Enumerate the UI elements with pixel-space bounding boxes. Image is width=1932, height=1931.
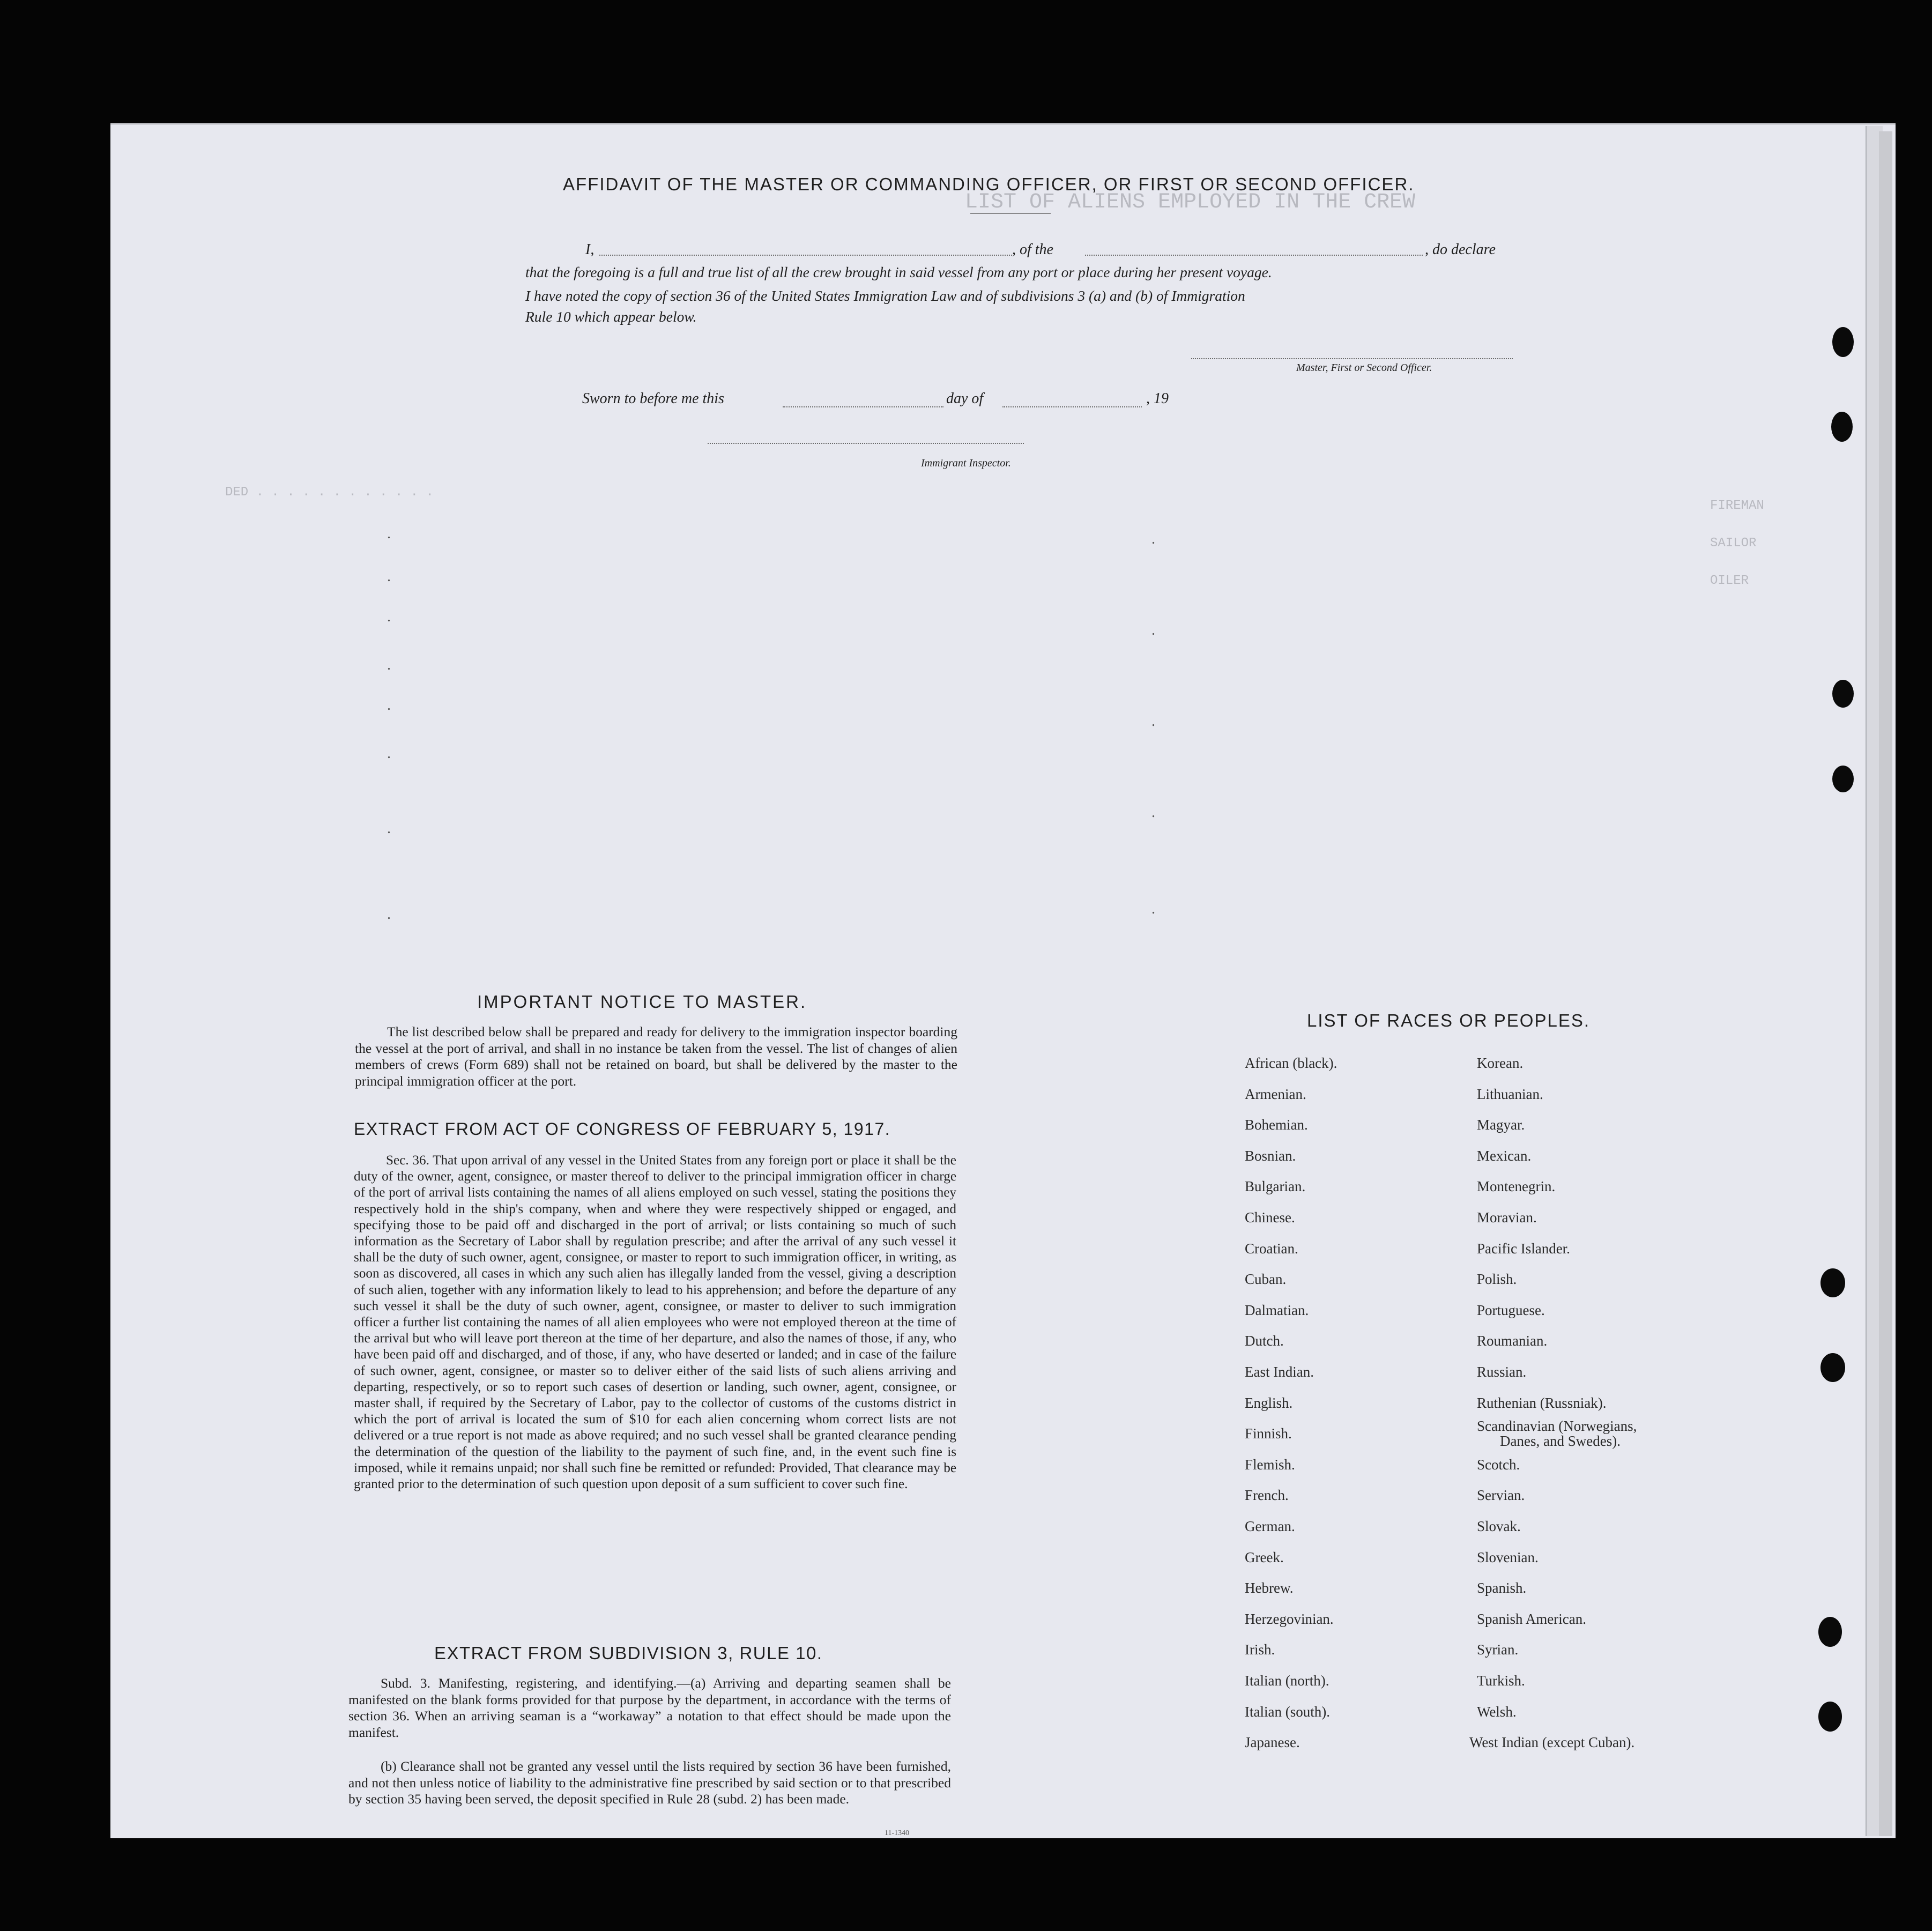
race-right-item: Polish. [1477, 1271, 1517, 1288]
race-right-item: Pacific Islander. [1477, 1240, 1570, 1257]
form-number: 11-1340 [885, 1829, 910, 1837]
race-right-item: Slovak. [1477, 1518, 1521, 1534]
bleed-through-text: LIST OF ALIENS EMPLOYED IN THE CREW [965, 190, 1416, 214]
race-right-item: Lithuanian. [1477, 1086, 1543, 1102]
page-edge-shadow [1879, 131, 1892, 1836]
race-scandinavian-cont: Danes, and Swedes). [1500, 1433, 1621, 1449]
race-left-item: Chinese. [1245, 1209, 1295, 1226]
bleed-dot: . [1151, 804, 1155, 821]
race-left-item: Dalmatian. [1245, 1302, 1309, 1318]
race-left-item: Irish. [1245, 1642, 1275, 1658]
race-right-item: Servian. [1477, 1487, 1525, 1504]
race-right-item: Spanish American. [1477, 1610, 1586, 1627]
bleed-dot: . [1151, 901, 1155, 917]
affidavit-line-2: I have noted the copy of section 36 of the United States Immigration Law and of subdivisions 3 (a) and (b) of Immigration [525, 287, 1245, 304]
punch-hole [1818, 1702, 1842, 1732]
race-right-item: Scandinavian (Norwegians, [1477, 1418, 1637, 1435]
extract-rule-heading: EXTRACT FROM SUBDIVISION 3, RULE 10. [434, 1643, 823, 1663]
race-left-item: Herzegovinian. [1245, 1610, 1334, 1627]
bleed-dot: . [387, 697, 391, 714]
race-right-item: Moravian. [1477, 1209, 1537, 1226]
race-left-item: Italian (south). [1245, 1703, 1330, 1720]
bleed-dot: . [387, 525, 391, 542]
race-right-item: Ruthenian (Russniak). [1477, 1394, 1607, 1411]
race-right-item: Welsh. [1477, 1703, 1517, 1720]
name-field[interactable] [599, 255, 1012, 256]
extract-rule-text-a: Subd. 3. Manifesting, registering, and identifying.—(a) Arriving and departing seamen shall be manifested on the blank forms provided for that purpose by the department, in accordance with the terms of section 36. When an arriving seaman is a “workaway” a notation to that effect should be made upon the manifest. [348, 1675, 951, 1740]
notice-heading: IMPORTANT NOTICE TO MASTER. [477, 992, 807, 1012]
race-right-item: Syrian. [1477, 1642, 1519, 1658]
race-right-item: Spanish. [1477, 1580, 1527, 1596]
race-left-item: Dutch. [1245, 1333, 1284, 1349]
inspector-signature-field[interactable] [708, 443, 1024, 444]
race-left-item: Bosnian. [1245, 1147, 1296, 1164]
bleed-dot: . [387, 657, 391, 673]
notice-text: The list described below shall be prepared and ready for delivery to the immigration inspector boarding the vessel at the port of arrival, and shall in no instance be taken from the vessel. The list of changes of alien members of crews (Form 689) shall not be retained on board, but shall be delivered by the master to the principal immigration officer at the port. [355, 1024, 957, 1089]
extract-rule-text-b: (b) Clearance shall not be granted any vessel until the lists required by section 36 have been furnished, and not then unless notice of liability to the administrative fine prescribed by said section or to that prescribed by section 35 having been served, the deposit specified in Rule 28 (subd. 2) has been made. [348, 1758, 951, 1807]
race-left-item: Hebrew. [1245, 1580, 1294, 1596]
signature-caption: Master, First or Second Officer. [1296, 362, 1432, 374]
race-right-item: West Indian (except Cuban). [1469, 1734, 1635, 1751]
year-label: , 19 [1146, 390, 1169, 407]
extract-act-text: Sec. 36. That upon arrival of any vessel in the United States from any foreign port or place it shall be the duty of the owner, agent, consignee, or master thereof to deliver to the principal immigration officer in charge of the port of arrival lists containing the names of all aliens employed on such vessel, stating the positions they respectively hold in the ship's company, when and where they were respectively shipped or engaged, and specifying those to be paid off and discharged in the port of arrival; or lists containing so much of such information as the Secretary of Labor shall by regulation prescribe; and after the arrival of any such vessel it shall be the duty of such owner, agent, consignee, or master to report to such immigration officer, in writing, as soon as discovered, all cases in which any such alien has illegally landed from the vessel, giving a description of such alien, together with any information likely to lead to his apprehension; and before the departure of any such vessel it shall be the duty of such owner, agent, consignee, or master to deliver to such immigration officer a further list containing the names of all alien employees who were not employed thereon at the time of the arrival but who will leave port thereon at the time of her departure, and also the names of those, if any, who have been paid off and discharged, and of those, if any, who have deserted or landed; and in case of the failure of such owner, agent, consignee, or master so to deliver either of the said lists of such aliens arriving and departing, respectively, or so to report such cases of desertion or landing, such owner, agent, consignee, or master shall, if required by the Secretary of Labor, pay to the collector of customs of the customs district in which the port of arrival is located the sum of $10 for each alien concerning whom correct lists are not delivered or a true report is not made as above required; and no such vessel shall be granted clearance pending the determination of the question of the liability to the payment of such fine, and, in the event such fine is imposed, while it remains unpaid; nor shall such fine be remitted or refunded: Provided, That clearance may be granted prior to the determination of such question upon deposit of a sum sufficient to cover such fine. [354, 1153, 956, 1492]
sworn-day-field[interactable] [783, 406, 943, 407]
punch-hole [1818, 1617, 1842, 1647]
bleed-through-text: SAILOR [1710, 536, 1757, 551]
races-heading: LIST OF RACES OR PEOPLES. [1307, 1011, 1591, 1030]
sworn-month-field[interactable] [1002, 406, 1142, 407]
of-the-label: , of the [1012, 241, 1053, 258]
title-underline [970, 213, 1051, 214]
race-left-item: Finnish. [1245, 1425, 1292, 1442]
race-right-item: Slovenian. [1477, 1549, 1539, 1565]
race-left-item: Bohemian. [1245, 1117, 1308, 1133]
bleed-dot: . [1151, 713, 1155, 730]
punch-hole [1832, 766, 1854, 792]
race-left-item: Bulgarian. [1245, 1178, 1306, 1195]
punch-hole [1832, 327, 1854, 357]
do-declare-label: , do declare [1425, 241, 1496, 258]
bleed-through-text: DED . . . . . . . . . . . . [225, 485, 434, 500]
day-of-label: day of [946, 390, 984, 407]
sworn-label: Sworn to before me this [582, 390, 724, 407]
document-page [110, 123, 1896, 1838]
race-right-item: Russian. [1477, 1364, 1527, 1380]
bleed-dot: . [387, 608, 391, 625]
race-left-item: Croatian. [1245, 1240, 1298, 1257]
race-right-item: Montenegrin. [1477, 1178, 1556, 1195]
race-left-item: Cuban. [1245, 1271, 1287, 1288]
race-left-item: Italian (north). [1245, 1673, 1329, 1689]
i-label: I, [585, 241, 595, 258]
signature-field[interactable] [1191, 358, 1513, 359]
bleed-dot: . [387, 745, 391, 762]
punch-hole [1831, 412, 1853, 442]
race-left-item: German. [1245, 1518, 1295, 1534]
race-left-item: Greek. [1245, 1549, 1284, 1565]
race-right-item: Turkish. [1477, 1673, 1525, 1689]
bleed-through-text: FIREMAN [1710, 499, 1764, 513]
punch-hole [1820, 1353, 1845, 1382]
race-left-item: African (black). [1245, 1055, 1337, 1071]
vessel-field[interactable] [1085, 255, 1423, 256]
bleed-dot: . [1151, 531, 1155, 547]
race-left-item: Flemish. [1245, 1456, 1295, 1473]
race-left-item: East Indian. [1245, 1364, 1314, 1380]
bleed-dot: . [387, 820, 391, 837]
race-left-item: Armenian. [1245, 1086, 1306, 1102]
race-left-item: French. [1245, 1487, 1289, 1504]
race-right-item: Korean. [1477, 1055, 1524, 1071]
race-right-item: Roumanian. [1477, 1333, 1548, 1349]
affidavit-line-3: Rule 10 which appear below. [525, 308, 697, 325]
race-right-item: Portuguese. [1477, 1302, 1545, 1318]
race-left-item: English. [1245, 1394, 1293, 1411]
punch-hole [1832, 680, 1854, 708]
bleed-dot: . [387, 906, 391, 923]
bleed-dot: . [387, 568, 391, 585]
affidavit-title: AFFIDAVIT OF THE MASTER OR COMMANDING OFFICER, OR FIRST OR SECOND OFFICER. [563, 174, 1415, 194]
extract-act-heading: EXTRACT FROM ACT OF CONGRESS OF FEBRUARY 5, 1917. [354, 1119, 891, 1139]
bleed-through-text: OILER [1710, 574, 1749, 588]
punch-hole [1820, 1268, 1845, 1297]
race-right-item: Magyar. [1477, 1117, 1525, 1133]
race-left-item: Japanese. [1245, 1734, 1300, 1751]
race-right-item: Scotch. [1477, 1456, 1520, 1473]
affidavit-line-1: that the foregoing is a full and true list of all the crew brought in said vessel from any port or place during her present voyage. [525, 264, 1272, 280]
race-right-item: Mexican. [1477, 1147, 1532, 1164]
inspector-caption: Immigrant Inspector. [921, 457, 1011, 469]
bleed-dot: . [1151, 622, 1155, 638]
